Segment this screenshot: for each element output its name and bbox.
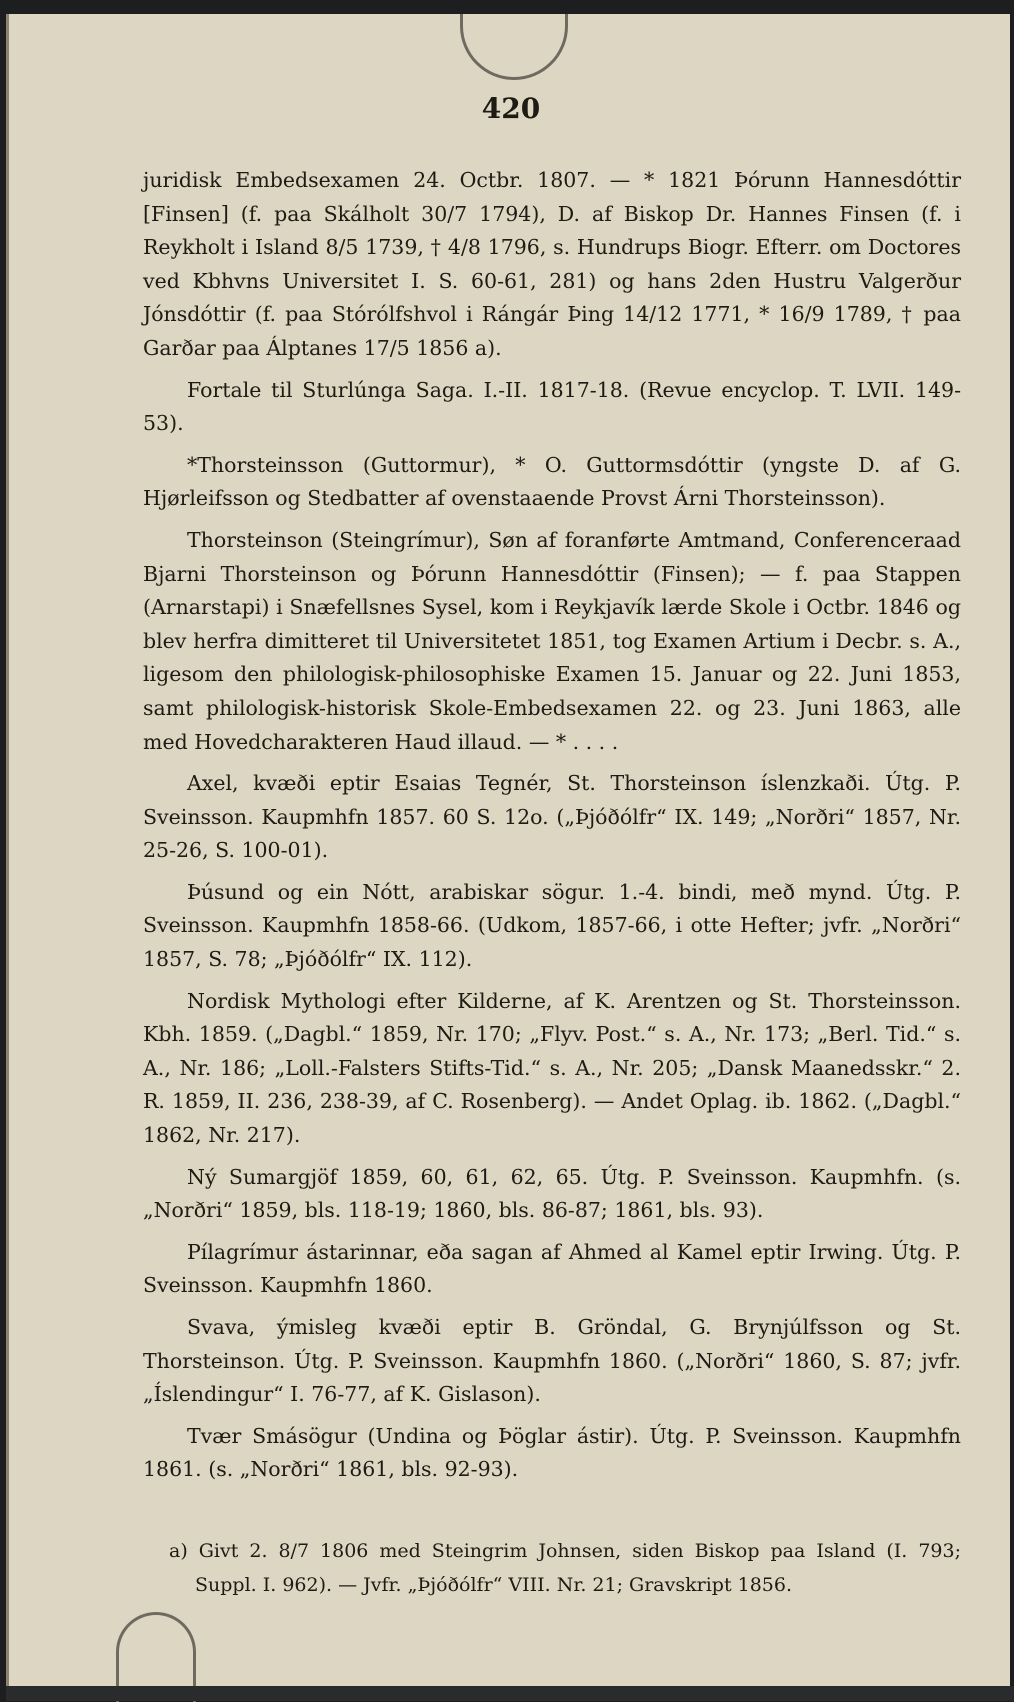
paragraph-svava: Svava, ýmisleg kvæði eptir B. Gröndal, G. Brynjúlfsson og St. Thorsteinson. Útg. P. Sveinsson. Kaupmhfn 1860. („Norðri“ 1860, S. 87; jvfr. „Íslendingur“ I. 76-77, af K. Gislason). — [143, 1315, 961, 1407]
footnote — [169, 1534, 961, 1602]
footnote-text: a) Givt 2. 8/7 1806 med Steingrim Johnsen, siden Biskop paa Island (I. 793; Suppl. I. 962). — Jvfr. „Þjóðólfr“ VIII. Nr. 21; Gravskript 1856. — [169, 1540, 961, 1596]
paragraph-pilagrimur: Pílagrímur ástarinnar, eða sagan af Ahmed al Kamel eptir Irwing. Útg. P. Sveinsson. Kaupmhfn 1860. — [143, 1239, 961, 1298]
paragraph-fortale: Fortale til Sturlúnga Saga. I.-II. 1817-18. (Revue encyclop. T. LVII. 149-53). — [143, 377, 961, 436]
bottom-edge — [6, 1686, 1014, 1701]
paragraph-smasogur: Tvær Smásögur (Undina og Þöglar ástir). Útg. P. Sveinsson. Kaupmhfn 1861. (s. „Norðri“ 1861, bls. 92-93). — [143, 1423, 961, 1482]
paragraph-guttormur: *Thorsteinsson (Guttormur), * O. Guttormsdóttir (yngste D. af G. Hjørleifsson og Stedbatter af ovenstaaende Provst Árni Thorsteinsson). — [143, 452, 961, 511]
page-number: 420 — [481, 92, 541, 125]
paragraph-thusund: Þúsund og ein Nótt, arabiskar sögur. 1.-4. bindi, með mynd. Útg. P. Sveinsson. Kaupmhfn 1858-66. (Udkom, 1857-66, i otte Hefter; jvfr. „Norðri“ 1857, S. 78; „Þjóðólfr“ IX. 112). — [143, 879, 961, 972]
paragraph-mythologi: Nordisk Mythologi efter Kilderne, af K. Arentzen og St. Thorsteinsson. Kbh. 1859. („Dagbl.“ 1859, Nr. 170; „Flyv. Post.“ s. A., Nr. 173; „Berl. Tid.“ s. A., Nr. 186; „Loll.-Falsters Stifts-Tid.“ s. A., Nr. 205; „Dansk Maanedsskr.“ 2. R. 1859, II. 236, 238-39, af C. Rosenberg). — Andet Oplag. ib. 1862. („Dagbl.“ 1862, Nr. 217). — [143, 988, 961, 1148]
main-text — [143, 164, 961, 1495]
paragraph-sumargjof: Ný Sumargjöf 1859, 60, 61, 62, 65. Útg. P. Sveinsson. Kaupmhfn. (s. „Norðri“ 1859, bls. 118-19; 1860, bls. 86-87; 1861, bls. 93). — [143, 1164, 961, 1223]
paragraph-embedsexamen: juridisk Embedsexamen 24. Octbr. 1807. — * 1821 Þórunn Hannesdóttir [Finsen] (f. paa Skálholt 30/7 1794), D. af Biskop Dr. Hannes Finsen (f. i Reykholt i Island 8/5 1739, † 4/8 1796, s. Hundrups Biogr. Efterr. om Doctores ved Kbhvns Universitet I. S. 60-61, 281) og hans 2den Hustru Valgerður Jónsdóttir (f. paa Stórólfshvol i Rángár Þing 14/12 1771, * 16/9 1789, † paa Garðar paa Álptanes 17/5 1856 a). — [143, 168, 961, 360]
paragraph-axel: Axel, kvæði eptir Esaias Tegnér, St. Thorsteinson íslenzkaði. Útg. P. Sveinsson. Kaupmhfn 1857. 60 S. 12o. („Þjóðólfr“ IX. 149; „Norðri“ 1857, Nr. 25-26, S. 100-01). — [143, 771, 961, 863]
paragraph-steingrimur: Thorsteinson (Steingrímur), Søn af foranførte Amtmand, Conferenceraad Bjarni Thorsteinson og Þórunn Hannesdóttir (Finsen); — f. paa Stappen (Arnarstapi) i Snæfellsnes Sysel, kom i Reykjavík lærde Skole i Octbr. 1846 og blev herfra dimitteret til Universitetet 1851, tog Examen Artium i Decbr. s. A., ligesom den philologisk-philosophiske Examen 15. Januar og 22. Juni 1853, samt philologisk-historisk Skole-Embedsexamen 22. og 23. Juni 1863, alle med Hovedcharakteren Haud illaud. — * . . . . — [143, 527, 961, 754]
book-page — [6, 14, 1010, 1686]
page-clip-top — [460, 14, 568, 80]
